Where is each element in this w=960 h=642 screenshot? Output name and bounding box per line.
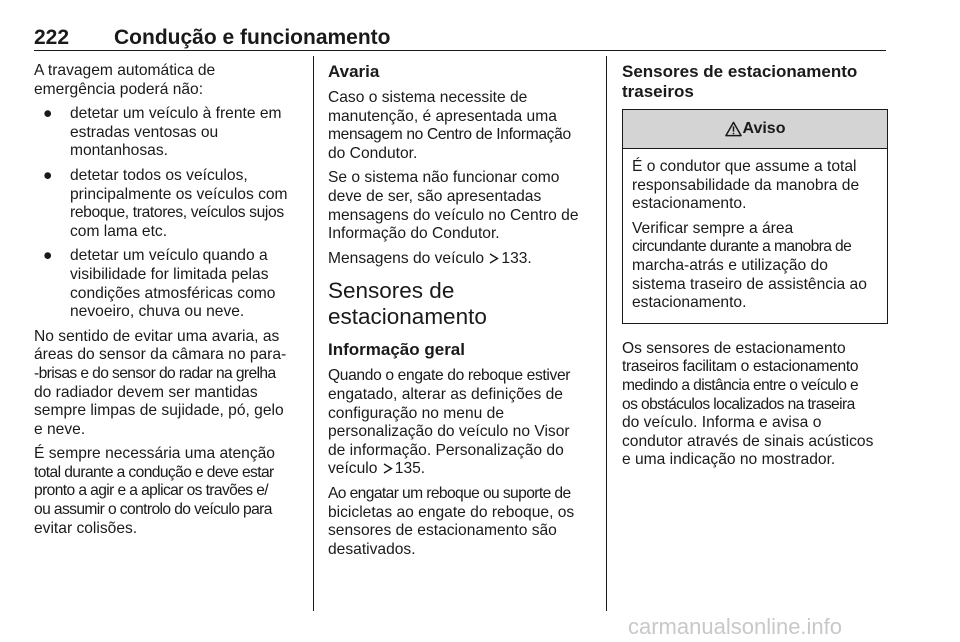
info-heading: Informação geral [328,340,465,360]
sensor-cleaning-paragraph: No sentido de evitar uma avaria, as áreas do sensor da câmara no para- -brisas e do sensor do radar na grelha do radiador devem ser mantidas sempre limpas de sujidade, pó, gelo e neve. [34,327,287,438]
list-item: ● detetar um veículo quando a visibilidade for limitada pelas condições atmosféricas como nevoeiro, chuva ou neve. [43,247,276,321]
avaria-heading: Avaria [328,62,380,81]
column-middle [328,62,594,565]
bullet-icon: ● [43,105,53,123]
avaria-reference [328,250,594,269]
info-paragraph: Ao engatar um reboque ou suporte de bicicletas ao engate do reboque, os sensores de estacionamento são desativados. [328,484,575,558]
watermark: carmanualsonline.info [628,614,843,639]
chapter-title: Condução e funcionamento [114,26,391,49]
page-reference-icon [489,253,499,264]
rear-sensors-heading: Sensores de estacionamento traseiros [622,62,858,101]
warning-body [623,149,887,323]
column-right [622,62,888,476]
column-divider [606,56,607,611]
header-rule [34,50,886,51]
info-paragraph: Quando o engate do reboque estiver engatado, alterar as definições de configuração no menu de personalização do veículo no Visor de informação. Personalização do veículo 135. [328,367,571,478]
warning-title: Aviso [742,119,786,137]
list-item: ● detetar um veículo à frente em estradas ventosas ou montanhosas. [43,105,282,160]
warning-paragraph: Verificar sempre a área circundante durante a manobra de marcha-atrás e utilização do sistema traseiro de assistência ao estacionamento. [632,219,867,312]
reference-link[interactable]: Mensagens do veículo [328,249,485,267]
avaria-paragraph: Se o sistema não funcionar como deve de ser, são apresentadas mensagens do veículo no Centro de Informação do Condutor. [328,169,579,243]
intro-paragraph: A travagem automática de emergência poderá não: [34,62,216,98]
avaria-paragraph: Caso o sistema necessite de manutenção, é apresentada uma mensagem no Centro de Informação do Condutor. [328,89,571,162]
warning-paragraph: É o condutor que assume a total responsabilidade da manobra de estacionamento. [632,158,860,213]
column-divider [313,56,314,611]
reference-page: 133. [501,249,532,267]
rear-sensors-paragraph: Os sensores de estacionamento traseiros facilitam o estacionamento medindo a distância entre o veículo e os obstáculos localizados na traseira do veículo. Informa e avisa o condutor através de sinais acústicos e uma indicação no mostrador. [622,339,874,469]
bullet-icon: ● [43,247,53,265]
reference-link[interactable]: veículo [328,460,378,478]
warning-header [623,110,887,149]
warning-triangle-icon [725,121,742,137]
page-reference-icon [383,463,393,474]
bullet-icon: ● [43,166,53,184]
attention-paragraph: É sempre necessária uma atenção total durante a condução e deve estar pronto a agir e a aplicar os travões e/ ou assumir o controlo do veículo para evitar colisões. [34,445,275,537]
reference-page: 135. [394,460,426,478]
list-item: ● detetar todos os veículos, principalmente os veículos com reboque, tratores, veículos sujos com lama etc. [43,166,288,240]
limitation-list [34,105,300,322]
page-header [34,26,886,52]
column-left [34,62,300,544]
warning-box [622,109,888,324]
page-number: 222 [34,26,70,49]
section-title: Sensores de estacionamento [328,278,487,330]
